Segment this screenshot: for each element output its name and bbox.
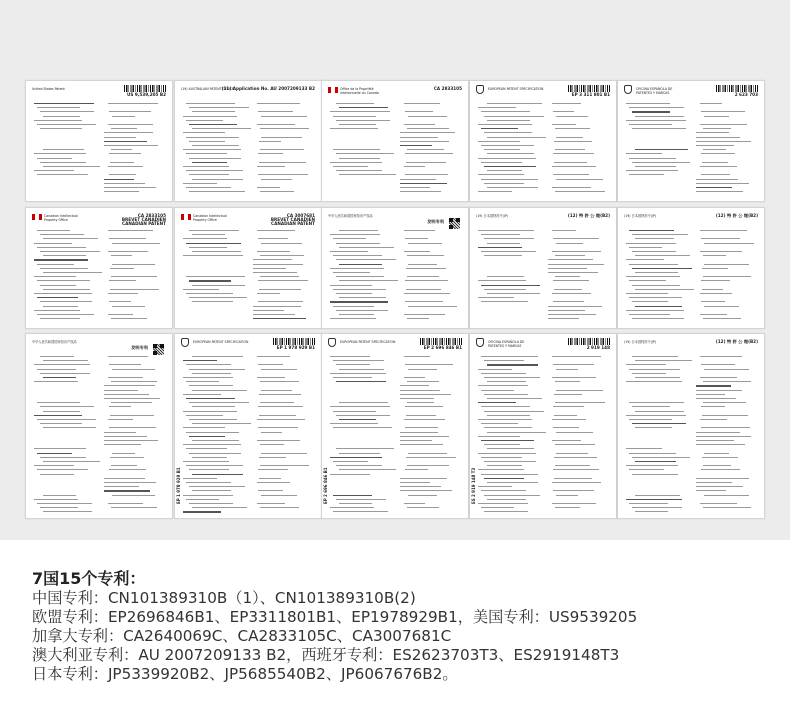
- document-number: EP 1 978 929 B1: [276, 345, 315, 350]
- document-number: CA 2833105 BREVET CANADIEN CANADIAN PATENT: [121, 213, 166, 226]
- caption-row-china: 中国专利：CN101389310B（1）、CN101389310B(2): [32, 589, 416, 607]
- document-body-text: [470, 230, 616, 328]
- document-issuer: Office de la Propriété Intellectuelle du Canada: [340, 87, 379, 95]
- document-number: EP 2 696 846 B1: [423, 345, 462, 350]
- document-number: 2 919 148: [586, 345, 610, 350]
- document-issuer: (19) AUSTRALIAN PATENT OFFICE: [181, 87, 234, 91]
- office-crest-icon: [476, 338, 484, 347]
- document-issuer: 中华人民共和国国家知识产权局: [32, 340, 77, 344]
- barcode-icon: [716, 85, 758, 92]
- document-header: [175, 208, 321, 230]
- document-issuer: EUROPEAN PATENT SPECIFICATION: [193, 340, 249, 344]
- document-header: [618, 208, 764, 230]
- patent-document-thumbnail: [321, 207, 469, 329]
- office-crest-icon: [328, 338, 336, 347]
- document-body-text: [322, 230, 468, 328]
- document-body-text: [26, 103, 172, 201]
- patent-document-thumbnail: [174, 80, 322, 202]
- barcode-icon: [568, 85, 610, 92]
- document-body-text: [26, 356, 172, 518]
- document-number: 发明专利: [131, 345, 148, 350]
- document-header: [618, 334, 764, 356]
- document-number: EP 3 311 801 B1: [571, 92, 610, 97]
- caption-row-australia-spain: 澳大利亚专利：AU 2007209133 B2，西班牙专利：ES2623703T3、ES2919148T3: [32, 646, 620, 664]
- patent-document-thumbnail: [174, 207, 322, 329]
- document-body-text: [618, 356, 764, 518]
- document-header: [618, 81, 764, 103]
- document-issuer: (19) 日本国特許庁(JP): [624, 340, 657, 344]
- document-number: CA 3007681 BREVET CANADIEN CANADIAN PATENT: [270, 213, 315, 226]
- patent-document-thumbnail: [25, 333, 173, 519]
- document-issuer: (19) 日本国特許庁(JP): [476, 214, 509, 218]
- office-crest-icon: [181, 338, 189, 347]
- document-body-text: [470, 356, 616, 518]
- document-issuer: Canadian Intellectual Property Office: [44, 214, 78, 222]
- document-number: 2 623 703: [734, 92, 758, 97]
- document-body-text: [322, 103, 468, 201]
- patent-document-thumbnail: [469, 80, 617, 202]
- document-body-text: [175, 230, 321, 328]
- document-number: (12) 特 許 公 報(B2): [715, 213, 758, 218]
- document-body-text: [618, 230, 764, 328]
- document-number: 发明专利: [427, 219, 444, 224]
- document-header: [470, 208, 616, 230]
- barcode-icon: [273, 338, 315, 345]
- document-issuer: (19) 日本国特許庁(JP): [624, 214, 657, 218]
- patent-document-thumbnail: [469, 333, 617, 519]
- document-header: [26, 334, 172, 356]
- patent-document-thumbnail: [617, 80, 765, 202]
- barcode-icon: [420, 338, 462, 345]
- barcode-icon: [124, 85, 166, 92]
- document-issuer: EUROPEAN PATENT SPECIFICATION: [488, 87, 544, 91]
- document-side-code: ES 2 919 148 T3: [471, 467, 476, 504]
- document-header: [322, 208, 468, 230]
- document-header: [175, 81, 321, 103]
- document-body-text: [26, 230, 172, 328]
- canada-flag-icon: [32, 214, 42, 220]
- patent-document-thumbnail: [25, 207, 173, 329]
- document-side-code: EP 1 978 929 B1: [176, 467, 181, 504]
- qr-code-icon: [449, 218, 460, 229]
- patent-document-thumbnail: [469, 207, 617, 329]
- document-number: (12) 特 許 公 報(B2): [567, 213, 610, 218]
- document-header: [26, 81, 172, 103]
- caption-row-canada: 加拿大专利：CA2640069C、CA2833105C、CA3007681C: [32, 627, 452, 645]
- patent-document-thumbnail: [174, 333, 322, 519]
- document-issuer: OFICINA ESPAÑOLA DE PATENTES Y MARCAS: [488, 340, 525, 348]
- patent-document-thumbnail: [617, 207, 765, 329]
- canada-flag-icon: [328, 87, 338, 93]
- document-header: [470, 81, 616, 103]
- document-header: [175, 334, 321, 356]
- document-body-text: [322, 356, 468, 518]
- document-issuer: 中华人民共和国国家知识产权局: [328, 214, 373, 218]
- document-header: [322, 81, 468, 103]
- caption-row-eu-us: 欧盟专利：EP2696846B1、EP3311801B1、EP1978929B1，美国专利：US9539205: [32, 608, 638, 626]
- canada-flag-icon: [181, 214, 191, 220]
- document-side-code: EP 2 696 846 B1: [323, 467, 328, 504]
- document-issuer: Canadian Intellectual Property Office: [193, 214, 227, 222]
- document-header: [26, 208, 172, 230]
- document-body-text: [175, 103, 321, 201]
- barcode-icon: [568, 338, 610, 345]
- document-body-text: [618, 103, 764, 201]
- office-crest-icon: [624, 85, 632, 94]
- qr-code-icon: [153, 344, 164, 355]
- patent-document-thumbnail: [617, 333, 765, 519]
- patent-document-thumbnail: [25, 80, 173, 202]
- document-issuer: OFICINA ESPAÑOLA DE PATENTES Y MARCAS: [636, 87, 673, 95]
- document-number: (11) Application No. AU 2007209133 B2: [221, 86, 315, 91]
- patent-document-thumbnail: [321, 333, 469, 519]
- document-number: (12) 特 許 公 報(B2): [715, 339, 758, 344]
- document-number: US 9,539,205 B2: [126, 92, 166, 97]
- patent-caption: [32, 568, 772, 684]
- patent-document-thumbnail: [321, 80, 469, 202]
- office-crest-icon: [476, 85, 484, 94]
- caption-title: 7国15个专利：: [32, 569, 146, 588]
- document-number: CA 2833105: [433, 86, 462, 91]
- caption-row-japan: 日本专利：JP5339920B2、JP5685540B2、JP6067676B2。: [32, 665, 458, 683]
- document-header: [470, 334, 616, 356]
- document-body-text: [470, 103, 616, 201]
- document-header: [322, 334, 468, 356]
- document-body-text: [175, 356, 321, 518]
- document-issuer: United States Patent: [32, 87, 65, 91]
- document-issuer: EUROPEAN PATENT SPECIFICATION: [340, 340, 396, 344]
